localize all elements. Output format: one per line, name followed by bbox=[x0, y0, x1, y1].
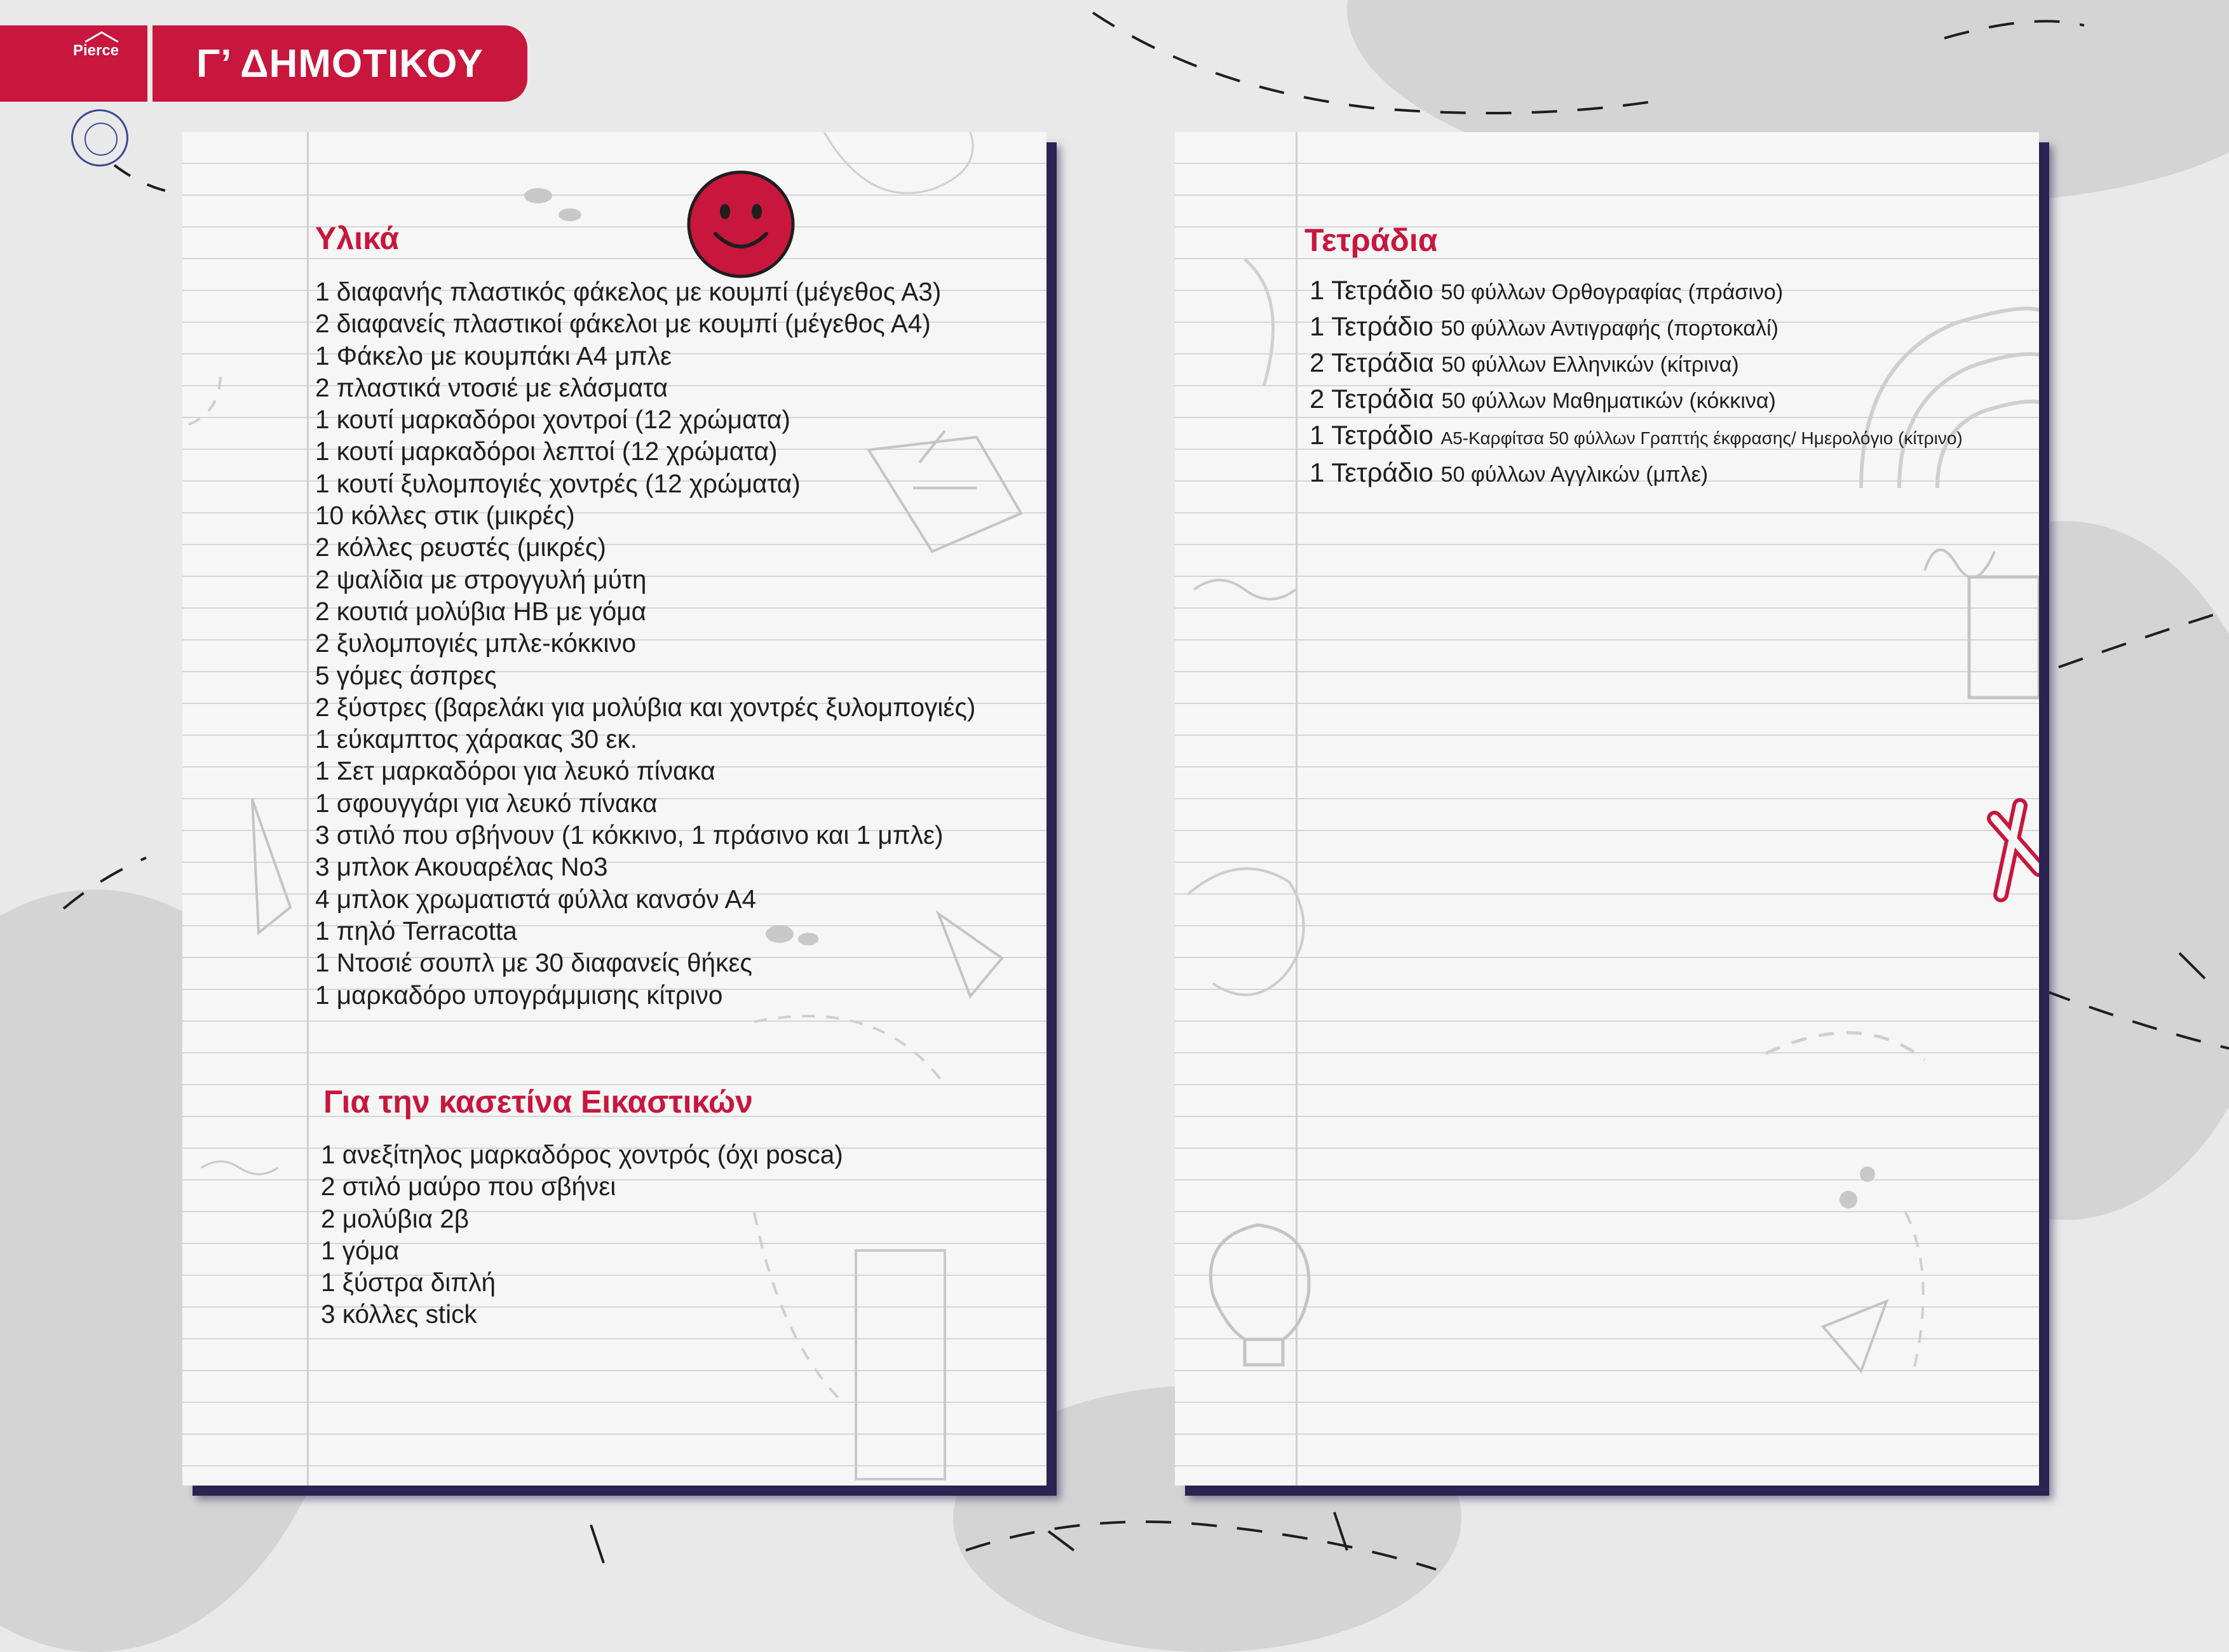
art-case-list bbox=[321, 1139, 843, 1330]
list-item: 5 γόμες άσπρες bbox=[315, 660, 497, 690]
logo-block bbox=[0, 25, 147, 102]
list-item: 10 κόλλες στικ (μικρές) bbox=[315, 501, 575, 531]
notebooks-list bbox=[1310, 273, 1963, 492]
notebook-quantity: 1 Τετράδιο bbox=[1310, 420, 1433, 450]
list-item: 2 κόλλες ρευστές (μικρές) bbox=[315, 532, 606, 562]
notebook-description: 50 φύλλων Ορθογραφίας (πράσινο) bbox=[1440, 280, 1784, 304]
notebook-quantity: 1 Τετράδιο bbox=[1310, 275, 1433, 305]
list-item bbox=[1310, 418, 1963, 456]
materials-list bbox=[315, 276, 975, 1011]
list-item: 1 διαφανής πλαστικός φάκελος με κουμπί (μέγεθος Α3) bbox=[315, 277, 942, 306]
list-item: 2 ξυλομπογιές μπλε-κόκκινο bbox=[315, 628, 637, 658]
list-item: 1 ανεξίτηλος μαρκαδόρος χοντρός (όχι posca) bbox=[321, 1140, 843, 1169]
notebook-quantity: 1 Τετράδιο bbox=[1310, 457, 1433, 487]
art-case-title: Για την κασετίνα Εικαστικών bbox=[323, 1084, 753, 1120]
notebook-quantity: 2 Τετράδια bbox=[1310, 384, 1434, 414]
list-item: 2 κουτιά μολύβια ΗΒ με γόμα bbox=[315, 596, 647, 626]
supplies-page bbox=[182, 132, 1047, 1486]
grade-title: Γ’ ΔΗΜΟΤΙΚΟΥ bbox=[152, 25, 527, 102]
notebook-quantity: 1 Τετράδιο bbox=[1310, 311, 1433, 341]
list-item: 1 κουτί μαρκαδόροι χοντροί (12 χρώματα) bbox=[315, 405, 790, 435]
logo-text: Pierce bbox=[72, 42, 119, 59]
notebooks-title: Τετράδια bbox=[1304, 222, 1438, 258]
list-item: 1 πηλό Terracotta bbox=[315, 916, 517, 945]
list-item bbox=[1310, 382, 1963, 418]
list-item: 1 ξύστρα διπλή bbox=[321, 1268, 496, 1297]
list-item: 2 πλαστικά ντοσιέ με ελάσματα bbox=[315, 372, 668, 402]
notebook-description: Α5-Καρφίτσα 50 φύλλων Γραπτής έκφρασης/ Ημερολόγιο (κίτρινο) bbox=[1440, 428, 1963, 448]
list-item: 1 Φάκελο με κουμπάκι Α4 μπλε bbox=[315, 341, 672, 370]
list-item: 2 στιλό μαύρο που σβήνει bbox=[321, 1172, 616, 1202]
list-item: 1 κουτί μαρκαδόροι λεπτοί (12 χρώματα) bbox=[315, 437, 778, 466]
list-item: 1 μαρκαδόρο υπογράμμισης κίτρινο bbox=[315, 980, 723, 1010]
list-item: 4 μπλοκ χρωματιστά φύλλα κανσόν Α4 bbox=[315, 884, 757, 914]
list-item bbox=[1310, 346, 1963, 382]
list-item: 1 εύκαμπτος χάρακας 30 εκ. bbox=[315, 724, 637, 754]
smiley-icon bbox=[681, 164, 801, 285]
list-item bbox=[1310, 456, 1963, 492]
list-item: 1 Σετ μαρκαδόροι για λευκό πίνακα bbox=[315, 756, 715, 786]
notebook-description: 50 φύλλων Ελληνικών (κίτρινα) bbox=[1441, 353, 1739, 377]
list-item: 3 μπλοκ Ακουαρέλας Νο3 bbox=[315, 852, 608, 882]
list-item: 1 γόμα bbox=[321, 1235, 400, 1265]
list-item: 1 Ντοσιέ σουπλ με 30 διαφανείς θήκες bbox=[315, 948, 752, 978]
notebooks-page bbox=[1175, 132, 2039, 1486]
notebook-description: 50 φύλλων Αντιγραφής (πορτοκαλί) bbox=[1440, 316, 1778, 341]
notebook-quantity: 2 Τετράδια bbox=[1310, 348, 1434, 377]
list-item bbox=[1310, 309, 1963, 346]
materials-title: Υλικά bbox=[315, 220, 400, 256]
list-item: 2 διαφανείς πλαστικοί φάκελοι με κουμπί (μέγεθος Α4) bbox=[315, 309, 931, 339]
list-item bbox=[1310, 273, 1963, 309]
notebook-description: 50 φύλλων Αγγλικών (μπλε) bbox=[1440, 463, 1709, 487]
list-item: 1 κουτί ξυλομπογιές χοντρές (12 χρώματα) bbox=[315, 468, 801, 498]
list-item: 2 ψαλίδια με στρογγυλή μύτη bbox=[315, 564, 647, 594]
list-item: 2 μολύβια 2β bbox=[321, 1203, 470, 1233]
list-item: 3 κόλλες stick bbox=[321, 1299, 477, 1329]
notebook-description: 50 φύλλων Μαθηματικών (κόκκινα) bbox=[1441, 389, 1776, 413]
list-item: 1 σφουγγάρι για λευκό πίνακα bbox=[315, 788, 658, 818]
list-item: 3 στιλό που σβήνουν (1 κόκκινο, 1 πράσινο και 1 μπλε) bbox=[315, 820, 944, 850]
school-seal-icon bbox=[71, 109, 128, 166]
logo-roof-icon bbox=[83, 30, 121, 43]
list-item: 2 ξύστρες (βαρελάκι για μολύβια και χοντρές ξυλομπογιές) bbox=[315, 692, 976, 722]
